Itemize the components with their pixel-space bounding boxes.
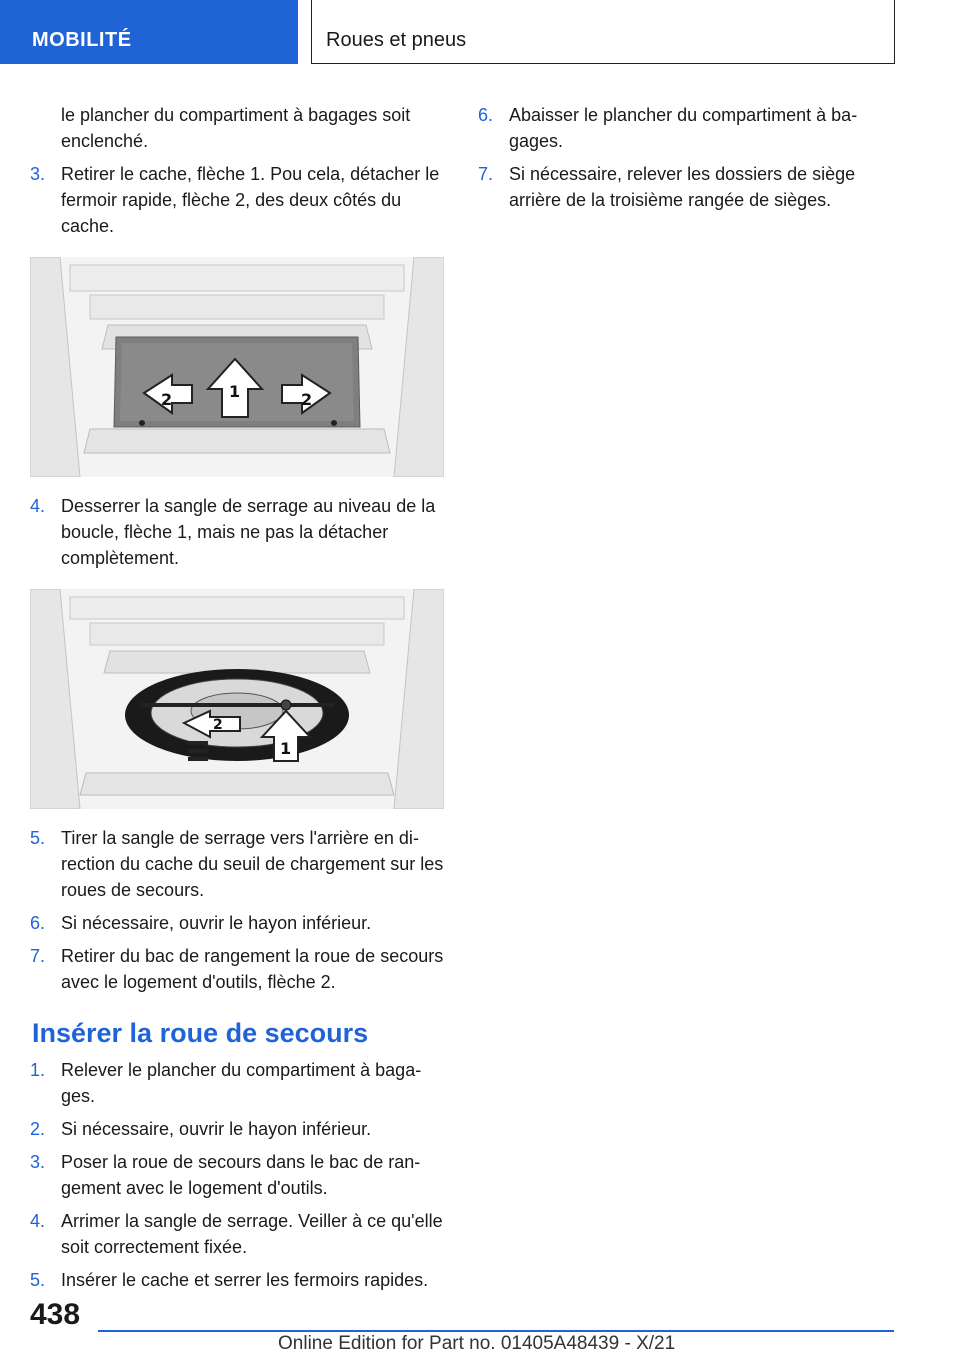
fig1-label-2b: 2 (301, 390, 313, 409)
continued-text: le plancher du compartiment à bagages soit enclenché. (61, 105, 411, 151)
step-number: 1. (30, 1060, 46, 1080)
section-tab (0, 0, 298, 64)
fig1-label-2a: 2 (161, 390, 173, 409)
step-item (478, 161, 898, 213)
step-item (30, 1208, 444, 1260)
strap-illustration (30, 589, 444, 809)
section-heading: Insérer la roue de secours (32, 1018, 369, 1048)
fig2-label-1: 1 (280, 739, 292, 758)
edition-note: Online Edition for Part no. 01405A48439 - X/21 (278, 1333, 676, 1354)
step-item (30, 1149, 444, 1201)
step-number: 6. (30, 913, 46, 933)
step-text: Arrimer la sangle de serrage. Veiller à ce qu'elle soit correctement fixée. (61, 1211, 443, 1257)
step-text: Si nécessaire, ouvrir le hayon inférieur. (61, 913, 372, 933)
right-column (478, 102, 898, 220)
step-number: 7. (30, 946, 46, 966)
step-number: 4. (30, 496, 46, 516)
section-title: MOBILITÉ (32, 29, 132, 51)
step-number: 3. (30, 1152, 46, 1172)
fig2-label-2: 2 (213, 717, 223, 733)
step-text: Desserrer la sangle de serrage au niveau de la boucle, flèche 1, mais ne pas la détacher complètement. (61, 496, 436, 568)
step-number: 7. (478, 164, 494, 184)
page-number: 438 (30, 1298, 81, 1331)
step-number: 6. (478, 105, 494, 125)
step-text: Tirer la sangle de serrage vers l'arrière en direction du cache du seuil de chargement sur les roues de secours. (61, 828, 444, 900)
footer-divider (98, 1330, 894, 1332)
step-item (30, 161, 444, 239)
step-text: Retirer le cache, flèche 1. Pou cela, détacher le fermoir rapide, flèche 2, des deux côtés du cache. (61, 164, 440, 236)
step-number: 3. (30, 164, 46, 184)
step-item (30, 943, 444, 995)
step-item (30, 910, 444, 936)
chapter-tab (311, 0, 895, 64)
step-text: Si nécessaire, ouvrir le hayon inférieur. (61, 1119, 372, 1139)
left-column (30, 102, 444, 1300)
chapter-title: Roues et pneus (326, 29, 467, 51)
step-text: Si nécessaire, relever les dossiers de siège arrière de la troisième rangée de sièges. (509, 164, 856, 210)
step-item (30, 493, 444, 571)
step-item (478, 102, 898, 154)
step-item (30, 825, 444, 903)
step-text: Abaisser le plancher du compartiment à bagages. (509, 105, 858, 151)
step-text: Insérer le cache et serrer les fermoirs rapides. (61, 1270, 429, 1290)
step-item (30, 1267, 444, 1293)
step-text: Poser la roue de secours dans le bac de rangement avec le logement d'outils. (61, 1152, 421, 1198)
cover-illustration (30, 257, 444, 477)
figure-cover-removal (30, 257, 444, 477)
figure-strap-loosen (30, 589, 444, 809)
step-number: 2. (30, 1119, 46, 1139)
fig1-label-1: 1 (229, 382, 241, 401)
step-number: 5. (30, 1270, 46, 1290)
step-item (30, 1116, 444, 1142)
step-number: 4. (30, 1211, 46, 1231)
step-text: Retirer du bac de rangement la roue de secours avec le logement d'outils, flèche 2. (61, 946, 444, 992)
step-text: Relever le plancher du compartiment à bagages. (61, 1060, 422, 1106)
step-number: 5. (30, 828, 46, 848)
step-item (30, 1057, 444, 1109)
